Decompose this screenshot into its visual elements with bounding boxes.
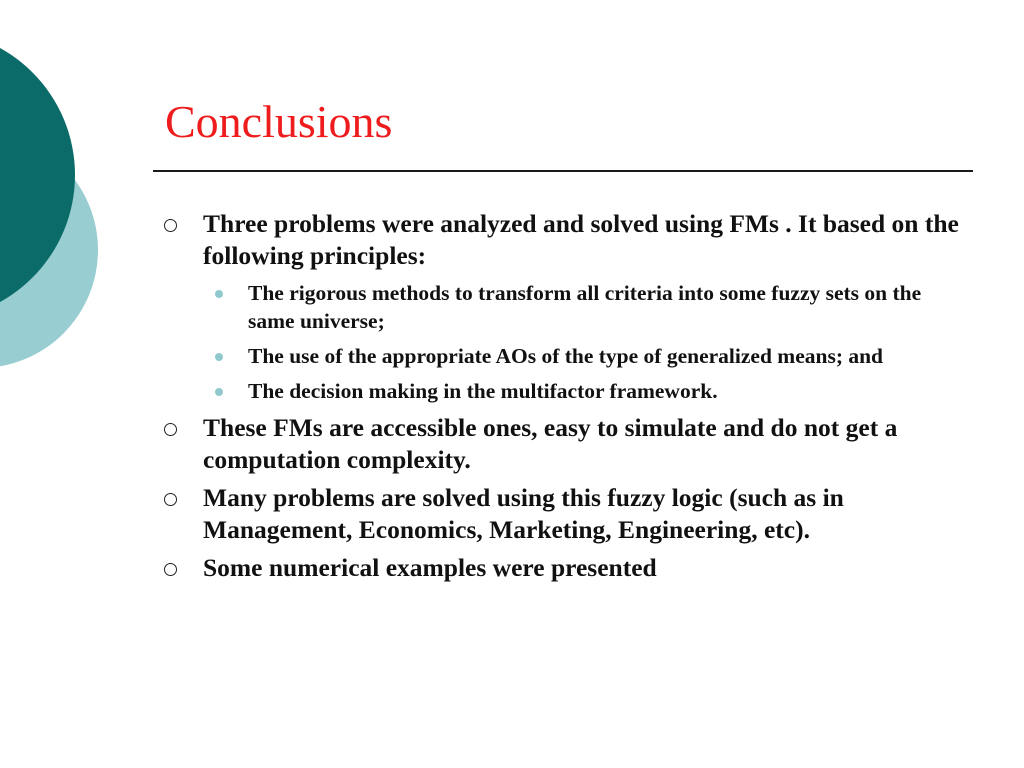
hollow-circle-bullet-icon: [164, 219, 177, 232]
dot-bullet-icon: [215, 388, 223, 396]
bullet-item: [163, 482, 963, 546]
title-divider: [153, 170, 973, 172]
sub-bullet-item: [163, 342, 963, 370]
bullet-item: [163, 208, 963, 272]
bullet-item: [163, 552, 963, 584]
sub-bullet-text: The rigorous methods to transform all criteria into some fuzzy sets on the same universe;: [248, 281, 922, 333]
hollow-circle-bullet-icon: [164, 493, 177, 506]
sub-bullet-text: The decision making in the multifactor framework.: [248, 379, 718, 403]
bullet-item: [163, 412, 963, 476]
slide-title: Conclusions: [165, 96, 393, 147]
dot-bullet-icon: [215, 290, 223, 298]
hollow-circle-bullet-icon: [164, 423, 177, 436]
decorative-circles: [0, 0, 110, 420]
sub-bullet-item: [163, 377, 963, 405]
dot-bullet-icon: [215, 353, 223, 361]
bullet-text: Some numerical examples were presented: [203, 553, 657, 582]
bullet-text: These FMs are accessible ones, easy to simulate and do not get a computation complexity.: [203, 413, 898, 474]
bullet-text: Three problems were analyzed and solved using FMs . It based on the following principles:: [203, 209, 959, 270]
bullet-text: Many problems are solved using this fuzzy logic (such as in Management, Economics, Marketing, Engineering, etc).: [203, 483, 844, 544]
sub-bullet-list: [163, 279, 963, 405]
sub-bullet-text: The use of the appropriate AOs of the type of generalized means; and: [248, 344, 884, 368]
sub-bullet-item: [163, 279, 963, 335]
bullet-list: [163, 208, 963, 590]
hollow-circle-bullet-icon: [164, 563, 177, 576]
